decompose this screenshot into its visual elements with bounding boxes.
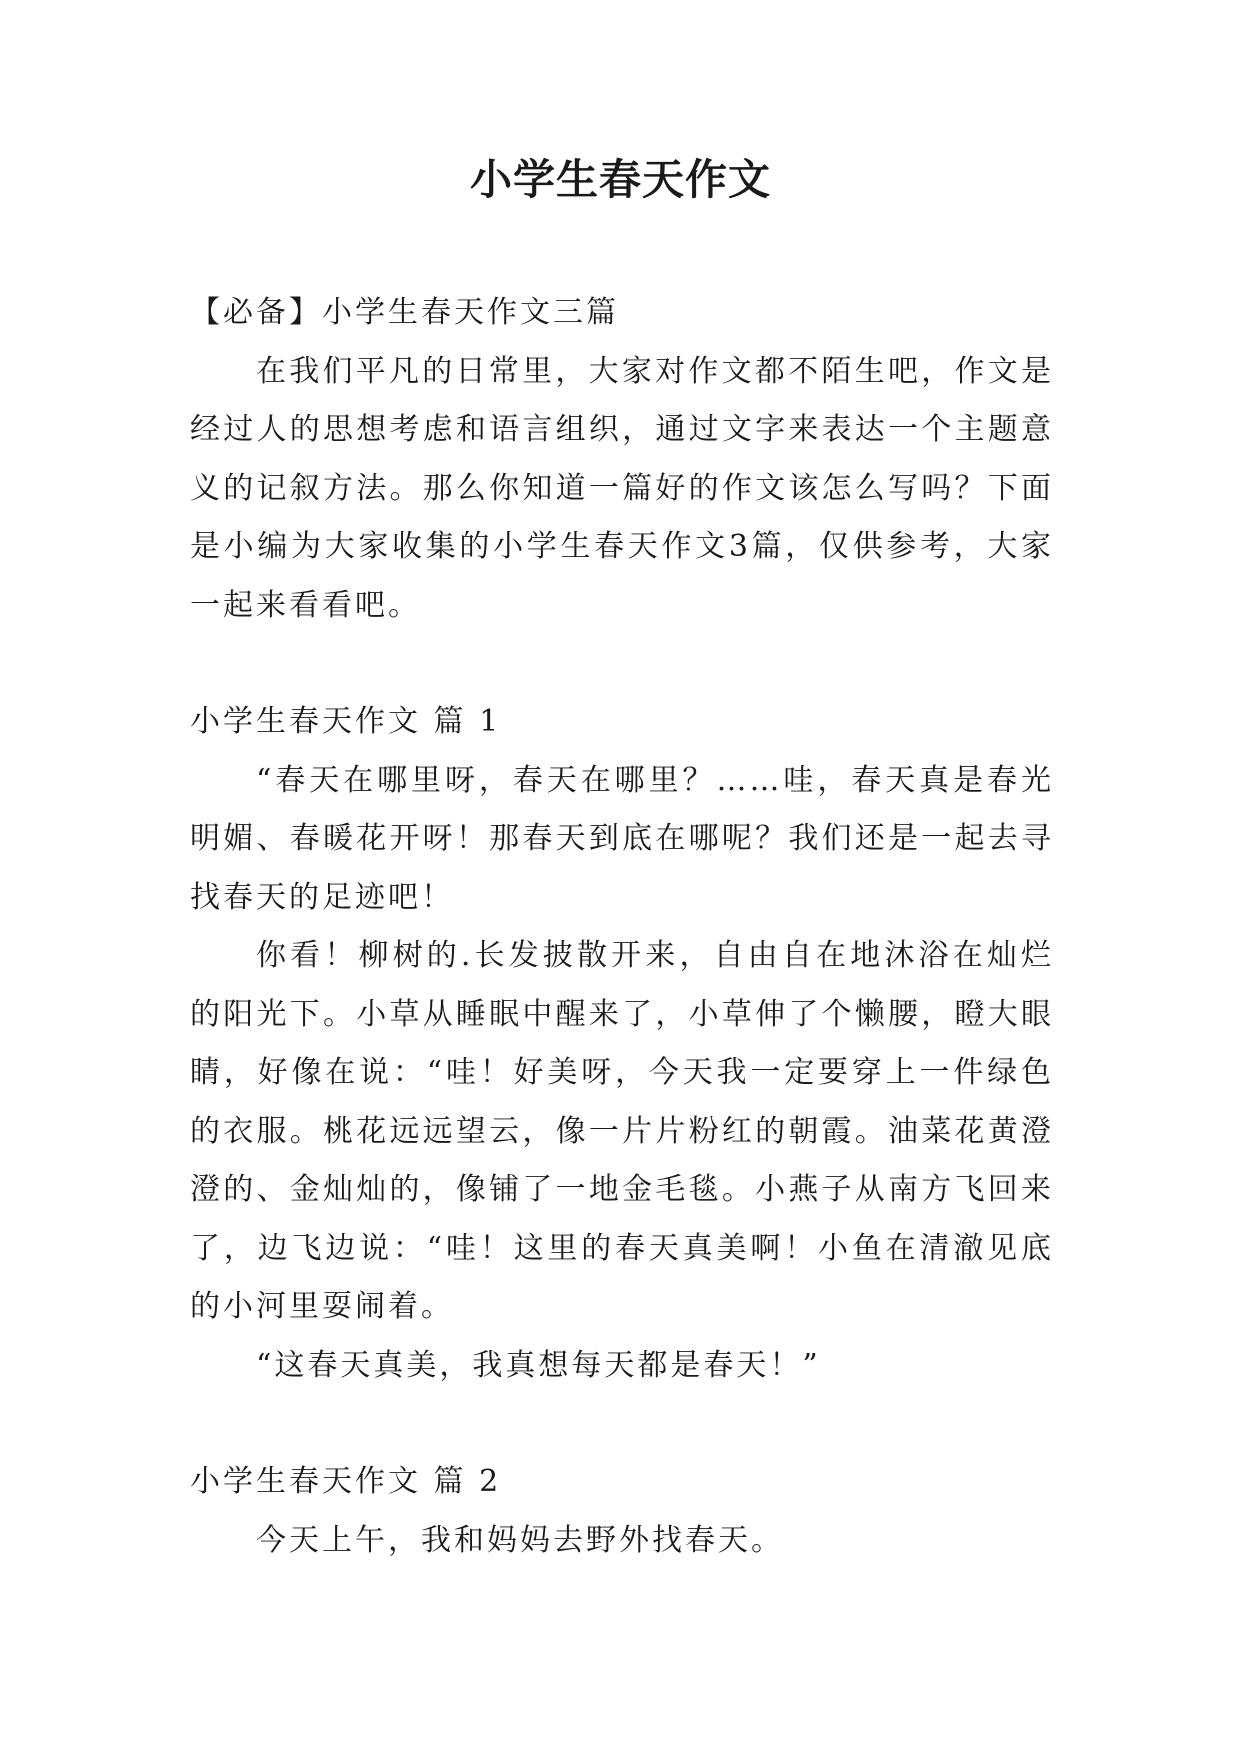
document-body [190, 284, 1054, 1570]
intro-paragraph: 在我们平凡的日常里，大家对作文都不陌生吧，作文是经过人的思想考虑和语言组织，通过文字来表达一个主题意义的记叙方法。那么你知道一篇好的作文该怎么写吗？下面是小编为大家收集的小学生春天作文3篇，仅供参考，大家一起来看看吧。 [190, 353, 1054, 623]
section-1-paragraph-3: “这春天真美，我真想每天都是春天！” [256, 1347, 821, 1383]
section-1-paragraph-1: “春天在哪里呀，春天在哪里？……哇，春天真是春光明媚、春暖花开呀！那春天到底在哪呢？我们还是一起去寻找春天的足迹吧！ [190, 762, 1054, 915]
intro-heading: 【必备】小学生春天作文三篇 [190, 295, 619, 330]
section-heading-1: 小学生春天作文 篇 1 [190, 704, 502, 739]
section-2-paragraph-1: 今天上午，我和妈妈去野外找春天。 [256, 1522, 784, 1558]
section-1-paragraph-2: 你看！柳树的.长发披散开来，自由自在地沐浴在灿烂的阳光下。小草从睡眠中醒来了，小草伸了个懒腰，瞪大眼睛，好像在说：“哇！好美呀，今天我一定要穿上一件绿色的衣服。桃花远远望云，像一片片粉红的朝霞。油菜花黄澄澄的、金灿灿的，像铺了一地金毛毯。小燕子从南方飞回来了，边飞边说：“哇！这里的春天真美啊！小鱼在清澈见底的小河里耍闹着。 [190, 938, 1054, 1324]
section-heading-2: 小学生春天作文 篇 2 [190, 1464, 502, 1499]
document-title: 小学生春天作文 [469, 155, 771, 204]
